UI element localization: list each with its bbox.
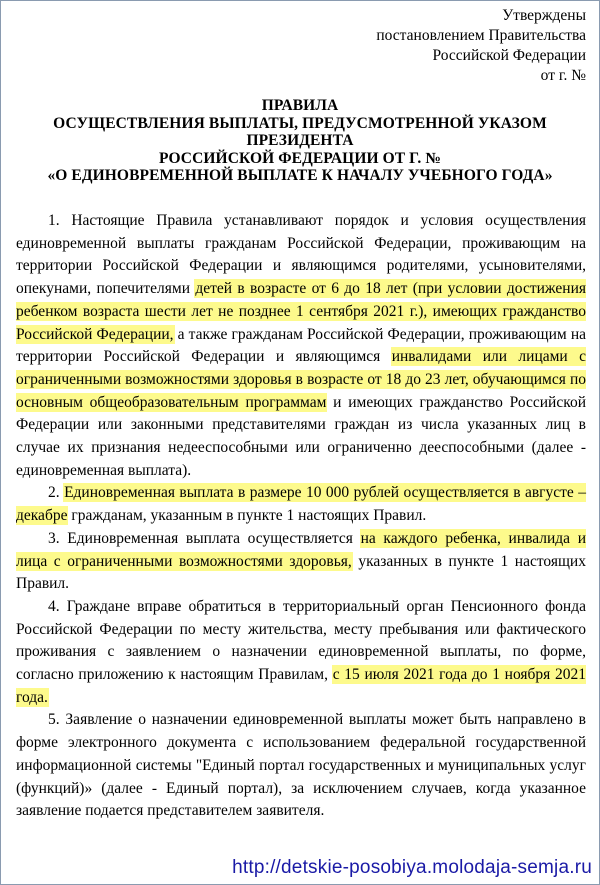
document-title [16, 97, 584, 185]
highlighted-text: с 15 июля 2021 года до 1 ноября 2021 года. [16, 666, 586, 706]
title-line: ПРАВИЛА [261, 97, 339, 114]
paragraph-text: 4. Граждане вправе обратиться в территориальный орган Пенсионного фонда Российской Федерации по месту жительства, месту пребывания или фактического проживания с заявлением о назначении единовременной выплаты, по форме, согласно приложению к настоящим Правилам, [16, 597, 586, 684]
highlighted-text: Единовременная выплата в размере 10 000 рублей осуществляется в августе – декабре [16, 484, 586, 525]
paragraph-text: 3. Единовременная выплата осуществляется [48, 529, 361, 547]
paragraph-text: 1. Настоящие Правила устанавливают порядок и условия осуществления единовременной выплаты гражданам Российской Федерации, проживающим на территории Российской Федерации и являющимся родителями, усыновителями, опекунами, попечителями [16, 212, 586, 298]
title-line: РОССИЙСКОЙ ФЕДЕРАЦИИ ОТ Г. № [158, 149, 442, 167]
paragraph-5 [16, 709, 586, 823]
paragraph-text: гражданам, указанным в пункте 1 настоящих Правил. [67, 507, 427, 525]
approval-stamp [376, 6, 586, 86]
paragraph-2 [16, 482, 586, 527]
paragraph-text: и имеющих гражданство Российской Федерации или законными представителями граждан из числа указанных лиц в случае их признания недееспособными или ограниченно дееспособными (далее - единовременная выплата). [16, 393, 586, 479]
highlighted-text: детей в возрасте от 6 до 18 лет (при условии достижения ребенком возраста шести лет не позднее 1 сентября 2021 г.), имеющих гражданство Российской Федерации, [16, 280, 586, 343]
approval-line: от г. № [540, 67, 586, 84]
paragraph-text: а также гражданам Российской Федерации, проживающим на территории Российской Федерации и являющимся [16, 325, 586, 366]
title-line: ОСУЩЕСТВЛЕНИЯ ВЫПЛАТЫ, ПРЕДУСМОТРЕННОЙ УКАЗОМ ПРЕЗИДЕНТА [53, 114, 547, 149]
title-line: «О ЕДИНОВРЕМЕННОЙ ВЫПЛАТЕ К НАЧАЛУ УЧЕБНОГО ГОДА» [47, 167, 553, 184]
document-body [16, 210, 586, 823]
paragraph-text: 5. Заявление о назначении единовременной выплаты может быть направлено в форме электронного документа с использованием федеральной государственной информационной системы "Единый портал государственных и муниципальных услуг (функций)» (далее - Единый портал), за исключением случаев, когда указанное заявление подается представителем заявителя. [16, 711, 586, 820]
source-link[interactable]: http://detskie-posobiya.molodaja-semja.ru [232, 857, 592, 878]
approval-line: Утверждены [502, 7, 586, 24]
paragraph-1 [16, 210, 586, 482]
highlighted-text: инвалидами или лицами с ограниченными возможностями здоровья в возрасте от 18 до 23 лет, обучающимся по основным общеобразовательным программам [16, 348, 586, 411]
paragraph-text: 2. [48, 484, 65, 502]
paragraph-3 [16, 528, 586, 596]
approval-line: постановлением Правительства [376, 27, 586, 44]
highlighted-text: на каждого ребенка, инвалида и лица с ограниченными возможностями здоровья, [16, 529, 586, 570]
paragraph-4 [16, 596, 586, 710]
paragraph-text: указанных в пункте 1 настоящих Правил. [16, 552, 586, 593]
approval-line: Российской Федерации [432, 47, 586, 64]
